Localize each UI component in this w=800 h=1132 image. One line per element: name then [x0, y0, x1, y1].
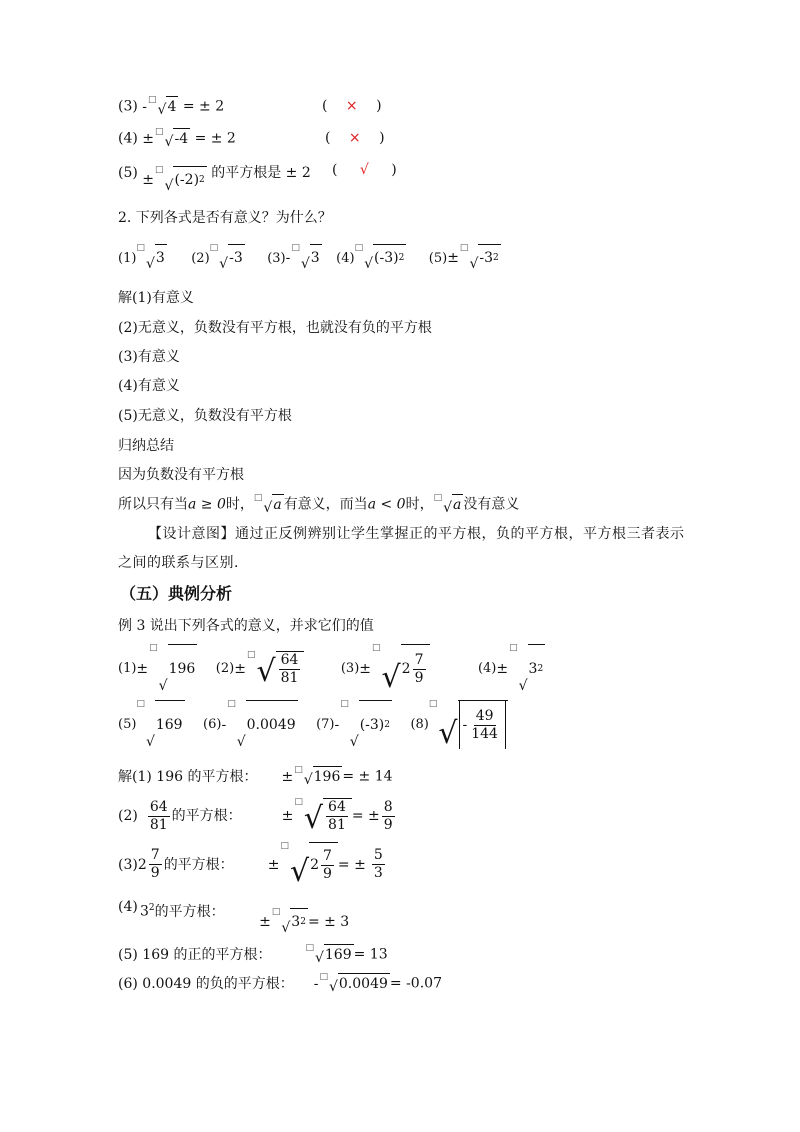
- radical: [294, 798, 351, 834]
- example-item-1: [118, 644, 197, 693]
- q2-items: [118, 244, 501, 272]
- solution-label: (6) 0.0049 的负的平方根：: [118, 975, 294, 992]
- whole-part: 2: [310, 857, 319, 873]
- radical-index: □: [305, 943, 314, 953]
- example-item-2: [216, 645, 305, 693]
- radical-index: □: [136, 699, 145, 709]
- sign: ±: [142, 171, 155, 188]
- fraction: [469, 708, 500, 743]
- whole-part: 2: [137, 856, 147, 873]
- q2-item-1: [118, 243, 167, 272]
- radicand: 4: [166, 96, 178, 117]
- radical: □ √ -3 2: [459, 243, 499, 272]
- rhs: = ± 3: [307, 913, 350, 930]
- radical-index: □: [246, 649, 256, 660]
- radicand: 169: [324, 944, 354, 965]
- open-paren: (: [322, 98, 328, 114]
- example-item-6: [203, 700, 298, 749]
- judge-mark-4: [325, 128, 385, 148]
- example-item-3: [341, 644, 430, 693]
- radical-sign-icon: √: [145, 734, 155, 750]
- item-label: (5): [118, 165, 138, 181]
- radicand: (-2): [174, 172, 200, 188]
- radical-sign-icon: √: [300, 256, 310, 272]
- radicand: 169: [155, 700, 185, 749]
- radical: [227, 700, 297, 749]
- sign: ±: [281, 768, 294, 785]
- solution-label: (5) 169 的正的平方根：: [118, 946, 272, 963]
- radicand: 3: [155, 244, 167, 271]
- fraction: [321, 848, 334, 883]
- radical-index: □: [372, 643, 381, 653]
- base: 3: [140, 903, 149, 920]
- radical-index: □: [155, 127, 164, 137]
- item-label: (4): [477, 660, 497, 676]
- close-paren: ): [379, 130, 385, 146]
- example-item-7: [316, 700, 392, 749]
- radical: [319, 973, 389, 994]
- item-label: (7): [316, 716, 335, 732]
- radical-index: □: [155, 165, 164, 175]
- example-row-1: [118, 644, 545, 693]
- radical-index: □: [253, 493, 263, 503]
- fraction: [148, 799, 170, 834]
- radical-index: □: [227, 699, 236, 709]
- fraction: [413, 652, 426, 687]
- condition: a ≥ 0: [188, 496, 226, 513]
- item-label: (5): [118, 716, 137, 732]
- fraction: [326, 799, 348, 834]
- variable: a: [273, 497, 282, 513]
- cross-mark-icon: ×: [345, 98, 358, 114]
- radical: [291, 244, 321, 271]
- radical: [294, 766, 342, 787]
- item-label: (3): [118, 98, 138, 115]
- radical: [305, 944, 353, 965]
- solution-3: [118, 842, 387, 887]
- radical: [247, 651, 304, 687]
- solution-4-body: [140, 898, 350, 936]
- judge-mark-5: [332, 160, 397, 180]
- q2-item-3: [267, 243, 322, 272]
- radical-index: □: [148, 95, 157, 105]
- radicand: 0.0049: [246, 700, 298, 749]
- sign: ±: [136, 660, 149, 677]
- whole-part: 2: [401, 661, 411, 677]
- radical-index: □: [433, 493, 443, 503]
- item-label: (1): [118, 660, 137, 676]
- radical-index: □: [149, 643, 158, 653]
- radical-sign-icon: √: [349, 734, 359, 750]
- radical-index: □: [354, 243, 364, 253]
- rhs: = ± 2: [194, 130, 236, 147]
- radicand: -3: [479, 250, 493, 266]
- solution-label: (4): [118, 899, 138, 915]
- fraction: [149, 847, 162, 882]
- solution-6: [118, 973, 442, 994]
- rhs: = ± 14: [342, 768, 393, 785]
- sign: -: [313, 975, 319, 992]
- numerator: 5: [373, 847, 383, 863]
- radical-sign-icon: √: [303, 772, 313, 788]
- summary-line-2: [118, 494, 519, 515]
- numerator: 64: [149, 798, 168, 815]
- example-row-2: [118, 700, 508, 749]
- sign: ±: [142, 130, 155, 147]
- radical-sign-icon: √: [164, 178, 174, 194]
- design-intent-line-1: 【设计意图】通过正反例辨别让学生掌握正的平方根，负的平方根，平方根三者表示: [148, 526, 685, 542]
- example-item-4: [478, 644, 545, 693]
- radicand: -3: [228, 244, 245, 271]
- solution-label: 解(1) 196 的平方根：: [118, 768, 258, 785]
- example-item-8: [410, 700, 508, 749]
- judge-item-5: [118, 160, 311, 194]
- radical-index: □: [340, 699, 349, 709]
- summary-title: 归纳总结: [118, 438, 174, 454]
- radical-index: □: [509, 643, 518, 653]
- text: 的平方根：: [163, 856, 234, 873]
- radical: □ √ 3 2: [271, 907, 306, 936]
- item-label: (4): [118, 130, 138, 147]
- denominator: 81: [280, 669, 299, 686]
- radical-sign-icon: √: [443, 500, 453, 516]
- sign: ±: [259, 913, 271, 930]
- condition: a < 0: [367, 496, 406, 513]
- numerator: 7: [414, 651, 424, 668]
- radical-sign-icon: √: [518, 678, 528, 694]
- radical-sign-icon: √: [281, 920, 291, 936]
- radical-sign-icon: √: [469, 256, 479, 272]
- radicand: 3: [528, 661, 538, 677]
- radical: [155, 128, 190, 149]
- fraction: [382, 799, 395, 834]
- rhs: = -0.07: [389, 975, 442, 992]
- absolute-value: [459, 701, 506, 749]
- denominator: 144: [471, 725, 498, 742]
- radical: [280, 842, 337, 887]
- radical: [149, 644, 197, 693]
- q2-title: 2. 下列各式是否有意义？为什么？: [118, 210, 332, 226]
- radical: [434, 494, 464, 515]
- radical: [136, 700, 184, 749]
- radical-index: □: [319, 972, 328, 982]
- rhs: = 13: [353, 946, 388, 963]
- item-label: (3): [267, 250, 286, 266]
- radical-sign-icon: √: [145, 256, 155, 272]
- radical-sign-icon: √: [219, 256, 229, 272]
- judge-item-4: [118, 128, 236, 149]
- radicand: 0.0049: [338, 973, 390, 994]
- denominator: 81: [149, 816, 168, 833]
- numerator: 64: [328, 799, 346, 815]
- radical-index: □: [459, 243, 469, 253]
- sign: ±: [281, 808, 294, 824]
- text: 时，: [405, 496, 434, 513]
- radical-index: □: [291, 243, 300, 253]
- text: 时，: [225, 496, 254, 513]
- text: 没有意义: [463, 496, 520, 513]
- radical-index: □: [428, 699, 438, 709]
- q2-answer-1: 解(1)有意义: [118, 290, 194, 306]
- radical-sign-icon: √: [438, 716, 458, 751]
- item-label: (5): [428, 250, 448, 266]
- denominator: 9: [150, 865, 160, 881]
- open-paren: (: [332, 162, 338, 178]
- radicand: (-3): [359, 717, 385, 733]
- numerator: 7: [322, 847, 332, 864]
- radical: [136, 244, 166, 271]
- q2-answer-4: (4)有意义: [118, 378, 180, 394]
- sign: -: [462, 717, 468, 733]
- q2-item-4: [336, 243, 406, 272]
- solution-4: [118, 894, 138, 920]
- radical-sign-icon: √: [256, 653, 276, 689]
- sign: -: [285, 249, 291, 266]
- radical: □ √ (-3) 2: [340, 699, 390, 750]
- close-paren: ): [376, 98, 382, 114]
- radicand: 3: [291, 914, 301, 930]
- radical-sign-icon: √: [157, 102, 167, 118]
- radical: □ √ 3 2: [509, 643, 544, 694]
- radical-sign-icon: √: [364, 256, 374, 272]
- rhs: = ±: [337, 856, 366, 873]
- radical-index: □: [294, 765, 303, 775]
- sign: ±: [267, 856, 280, 873]
- radical: [372, 644, 429, 693]
- text: 所以只有当: [118, 496, 188, 513]
- text: 的平方根：: [171, 808, 242, 824]
- radical-index: □: [280, 841, 289, 851]
- denominator: 3: [373, 865, 383, 881]
- radical-sign-icon: √: [381, 660, 401, 695]
- text: 的平方根：: [154, 903, 225, 920]
- sign: ±: [496, 660, 509, 677]
- radicand: 3: [310, 244, 322, 271]
- variable: a: [453, 497, 462, 513]
- radical: [210, 244, 245, 271]
- denominator: 9: [414, 669, 424, 686]
- denominator: 9: [322, 865, 332, 882]
- radical-index: □: [294, 797, 303, 807]
- tail-text: 的平方根是 ± 2: [211, 165, 311, 181]
- radical-sign-icon: √: [289, 854, 310, 889]
- solution-label: (2): [118, 808, 138, 824]
- radical: [429, 700, 508, 749]
- sign: -: [221, 716, 227, 733]
- radicand: -4: [173, 128, 190, 149]
- summary-line-1: 因为负数没有平方根: [118, 467, 244, 483]
- radical-sign-icon: √: [236, 734, 246, 750]
- sign: -: [142, 98, 148, 115]
- denominator: 9: [383, 816, 393, 833]
- q2-answer-5: (5)无意义，负数没有平方根: [118, 408, 292, 424]
- radicand: 196: [168, 644, 198, 693]
- numerator: 49: [475, 707, 494, 724]
- radical-sign-icon: √: [158, 678, 168, 694]
- sign: ±: [447, 249, 459, 266]
- item-label: (2): [215, 660, 235, 676]
- radical-sign-icon: √: [263, 500, 273, 516]
- solution-label: (3): [118, 856, 138, 873]
- rhs: = ±: [351, 808, 380, 824]
- item-label: (6): [203, 716, 222, 732]
- item-label: (8): [410, 716, 429, 732]
- solution-5: [118, 944, 388, 965]
- check-mark-icon: √: [359, 162, 369, 178]
- q2-item-2: [191, 243, 245, 272]
- rhs: = ± 2: [182, 98, 225, 115]
- radical-index: □: [209, 243, 219, 253]
- radical-sign-icon: √: [303, 801, 324, 836]
- text: 有意义，而当: [283, 496, 368, 513]
- item-label: (2): [191, 250, 210, 266]
- cross-mark-icon: ×: [348, 130, 361, 146]
- section-heading: （五）典例分析: [120, 584, 233, 603]
- sign: ±: [359, 660, 372, 677]
- radicand: 196: [313, 766, 343, 787]
- q2-answer-3: (3)有意义: [118, 349, 180, 365]
- q2-item-5: [428, 243, 501, 272]
- numerator: 64: [280, 651, 299, 668]
- solution-1: [118, 766, 393, 787]
- item-label: (3): [340, 660, 360, 676]
- radical-sign-icon: √: [164, 134, 174, 150]
- close-paren: ): [391, 162, 397, 178]
- radical-sign-icon: √: [328, 979, 338, 995]
- radical-sign-icon: √: [314, 950, 324, 966]
- example-title: 例 3 说出下列各式的意义，并求它们的值: [118, 618, 374, 634]
- judge-item-3: [118, 96, 224, 117]
- denominator: 81: [328, 817, 346, 833]
- radical: [254, 494, 284, 515]
- fraction: [279, 652, 301, 687]
- numerator: 7: [150, 847, 160, 863]
- numerator: 8: [383, 798, 393, 815]
- exponent: 2: [148, 902, 155, 913]
- radical-index: □: [271, 907, 281, 917]
- q2-answer-2: (2)无意义，负数没有平方根，也就没有负的平方根: [118, 320, 432, 336]
- example-item-5: [118, 700, 185, 749]
- sign: ±: [234, 660, 246, 677]
- fraction: [372, 847, 385, 882]
- radical: □ √ (-2) 2: [155, 165, 205, 194]
- radical: □ √ (-3) 2: [354, 243, 405, 272]
- solution-2: [118, 794, 397, 838]
- radical: [148, 96, 178, 117]
- item-label: (1): [118, 250, 137, 266]
- open-paren: (: [325, 130, 331, 146]
- sign: -: [334, 716, 340, 733]
- judge-mark-3: [322, 96, 382, 116]
- item-label: (4): [336, 250, 355, 266]
- radical-index: □: [136, 243, 145, 253]
- design-intent-line-2: 之间的联系与区别.: [118, 555, 239, 571]
- radicand: (-3): [374, 250, 399, 266]
